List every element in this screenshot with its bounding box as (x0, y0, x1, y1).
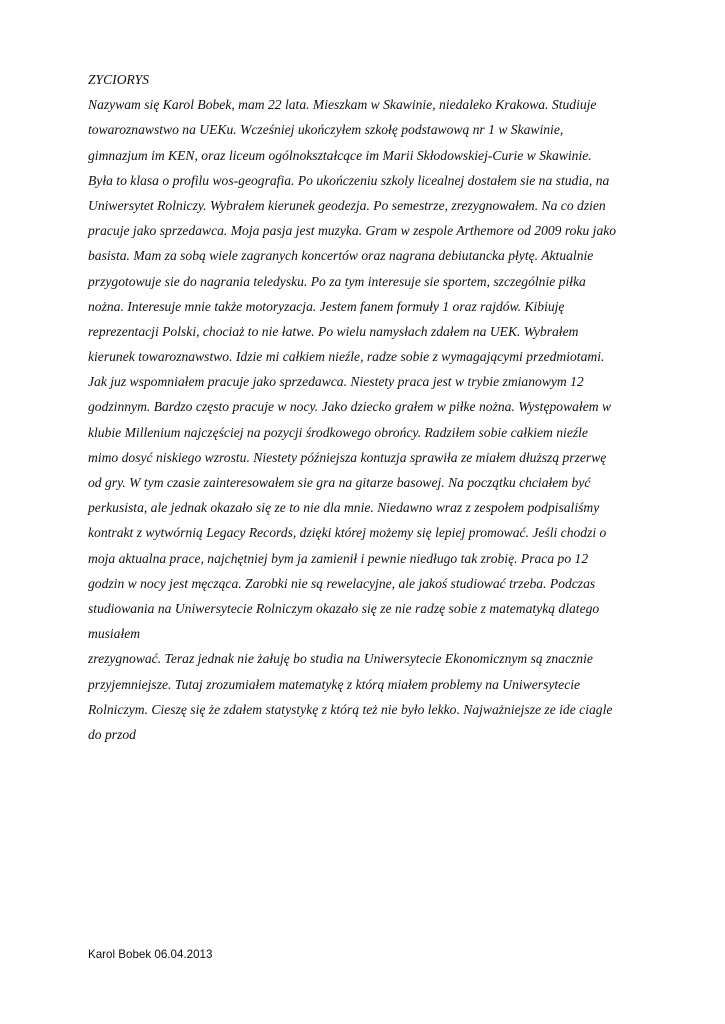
body-line: godzin w nocy jest męcząca. Zarobki nie są rewelacyjne, ale jakoś studiować trzeba. Podczas (88, 575, 596, 591)
body-line: zrezygnować. Teraz jednak nie żałuję bo studia na Uniwersytecie Ekonomicznym są znacznie (88, 651, 593, 667)
body-line: gimnazjum im KEN, oraz liceum ogólnokształcące im Marii Skłodowskiej-Curie w Skawinie. (88, 147, 592, 163)
body-line: klubie Millenium najczęściej na pozycji środkowego obrońcy. Radziłem sobie całkiem nieźle (88, 424, 588, 440)
body-line: towaroznawstwo na UEKu. Wcześniej ukończyłem szkołę podstawową nr 1 w Skawinie, (88, 122, 564, 138)
body-line: basista. Mam za sobą wiele zagranych koncertów oraz nagrana debiutancka płytę. Aktualnie (88, 248, 594, 264)
body-line: musiałem (88, 626, 141, 642)
body-line: pracuje jako sprzedawca. Moja pasja jest muzyka. Gram w zespole Arthemore od 2009 roku jako (88, 223, 617, 239)
page-footer: Karol Bobek 06.04.2013 (88, 948, 213, 961)
body-line: Nazywam się Karol Bobek, mam 22 lata. Mieszkam w Skawinie, niedaleko Krakowa. Studiuje (88, 97, 597, 113)
document-body (88, 67, 668, 747)
body-line: kierunek towaroznawstwo. Idzie mi całkiem nieźle, radze sobie z wymagającymi przedmiotami. (88, 349, 605, 365)
body-line: perkusista, ale jednak okazało się ze to nie dla mnie. Niedawno wraz z zespołem podpisaliśmy (88, 500, 600, 516)
body-line: mimo dosyć niskiego wzrostu. Niestety późniejsza kontuzja sprawiła ze miałem dłuższą przerwę (88, 449, 607, 465)
body-line: godzinnym. Bardzo często pracuje w nocy. Jako dziecko grałem w piłke nożna. Występowałem w (88, 399, 612, 415)
body-line: kontrakt z wytwórnią Legacy Records, dzięki której możemy się lepiej promować. Jeśli chodzi o (88, 525, 607, 541)
body-line: Była to klasa o profilu wos-geografia. Po ukończeniu szkoly licealnej dostałem sie na studia, na (88, 172, 610, 188)
body-line: od gry. W tym czasie zainteresowałem sie gra na gitarze basowej. Na początku chciałem być (88, 475, 591, 490)
body-line: reprezentacji Polski, chociaż to nie łatwe. Po wielu namysłach zdałem na UEK. Wybrałem (88, 323, 579, 339)
body-line: do przod (88, 726, 136, 742)
body-line: moja aktualna prace, najchętniej bym ja zamienił i pewnie niedługo tak zrobię. Praca po 12 (88, 550, 589, 566)
body-line: nożna. Interesuje mnie także motoryzacja. Jestem fanem formuły 1 oraz rajdów. Kibiuję (88, 298, 565, 314)
body-line: Jak juz wspomniałem pracuje jako sprzedawca. Niestety praca jest w trybie zmianowym 12 (88, 374, 584, 390)
body-line: Rolniczym. Cieszę się że zdałem statystykę z którą też nie było lekko. Najważniejsze ze ide ciagle (88, 701, 613, 717)
body-line: przyjemniejsze. Tutaj zrozumiałem matematykę z którą miałem problemy na Uniwersytecie (88, 676, 581, 692)
body-line: Uniwersytet Rolniczy. Wybrałem kierunek geodezja. Po semestrze, zrezygnowałem. Na co dzien (88, 197, 606, 213)
body-line: studiowania na Uniwersytecie Rolniczym okazało się ze nie radzę sobie z matematyką dlatego (88, 600, 600, 616)
document-title: ZYCIORYS (88, 72, 149, 87)
body-line: przygotowuje sie do nagrania teledysku. Po za tym interesuje sie sportem, szczególnie piłka (88, 273, 586, 289)
